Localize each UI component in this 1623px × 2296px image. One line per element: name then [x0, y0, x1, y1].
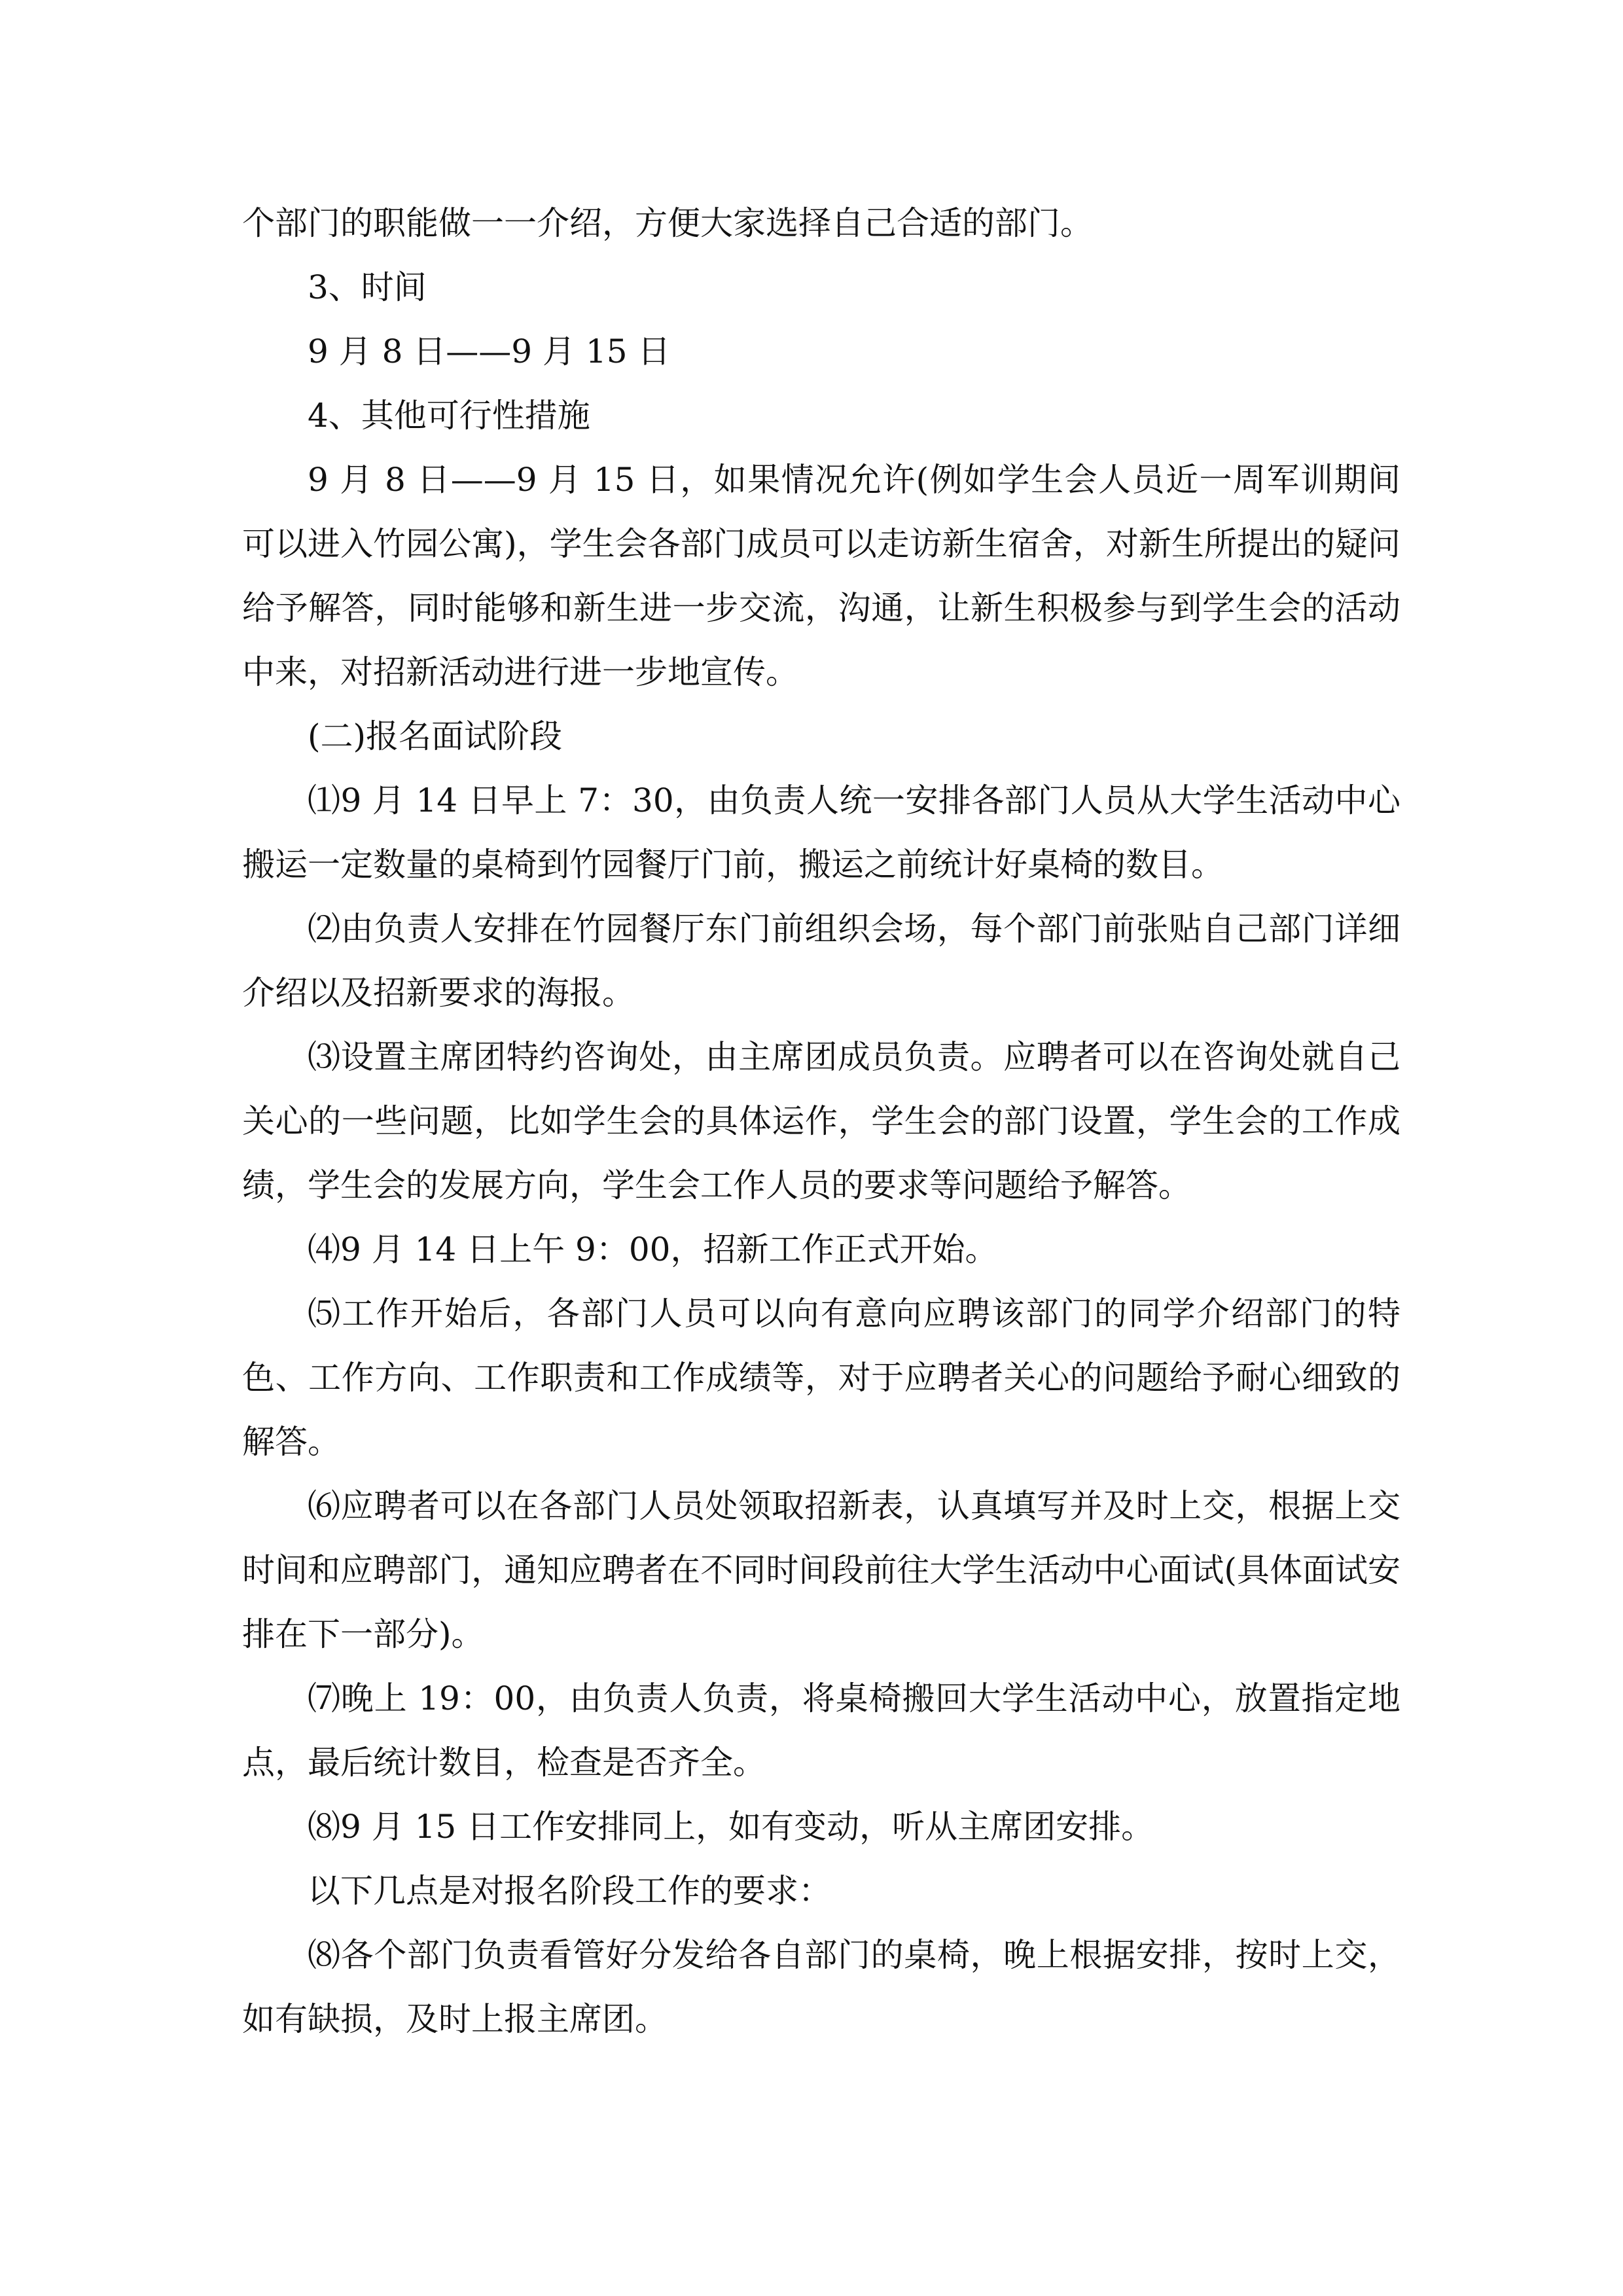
paragraph-requirements-intro: 以下几点是对报名阶段工作的要求：	[308, 1872, 831, 1910]
list-item-3: ⑶设置主席团特约咨询处，由主席团成员负责。应聘者可以在咨询处就自己关心的一些问题，比如学生会的具体运作，学生会的部门设置，学生会的工作成绩，学生会的发展方向，学生会工作人员的要求等问题给予解答。	[242, 1038, 1400, 1204]
list-item-1: ⑴9 月 14 日早上 7：30，由负责人统一安排各部门人员从大学生活动中心搬运一定数量的桌椅到竹园餐厅门前，搬运之前统计好桌椅的数目。	[242, 781, 1400, 884]
list-item-requirement-1: ⑻各个部门负责看管好分发给各自部门的桌椅，晚上根据安排，按时上交，如有缺损，及时上报主席团。	[242, 1936, 1400, 2038]
list-item-4: ⑷9 月 14 日上午 9：00，招新工作正式开始。	[308, 1230, 998, 1268]
paragraph-continuation: 个部门的职能做一一介绍，方便大家选择自己合适的部门。	[242, 204, 1093, 242]
list-item-7: ⑺晚上 19：00，由负责人负责，将桌椅搬回大学生活动中心，放置指定地点，最后统计数目，检查是否齐全。	[242, 1679, 1400, 1782]
list-item-8: ⑻9 月 15 日工作安排同上，如有变动，听从主席团安排。	[308, 1808, 1154, 1846]
section-heading-other-measures: 4、其他可行性措施	[308, 397, 590, 435]
list-item-6: ⑹应聘者可以在各部门人员处领取招新表，认真填写并及时上交，根据上交时间和应聘部门，通知应聘者在不同时间段前往大学生活动中心面试(具体面试安排在下一部分)。	[242, 1487, 1400, 1653]
list-item-5: ⑸工作开始后，各部门人员可以向有意向应聘该部门的同学介绍部门的特色、工作方向、工作职责和工作成绩等，对于应聘者关心的问题给予耐心细致的解答。	[242, 1295, 1400, 1461]
document-body	[242, 191, 1400, 2051]
paragraph-date-range: 9 月 8 日——9 月 15 日	[308, 332, 671, 370]
list-item-2: ⑵由负责人安排在竹园餐厅东门前组织会场，每个部门前张贴自己部门详细介绍以及招新要求的海报。	[242, 910, 1400, 1012]
section-heading-time: 3、时间	[308, 268, 427, 306]
section-heading-interview-stage: (二)报名面试阶段	[308, 717, 563, 755]
paragraph-dorm-visits: 9 月 8 日——9 月 15 日，如果情况允许(例如学生会人员近一周军训期间可以进入竹园公寓)，学生会各部门成员可以走访新生宿舍，对新生所提出的疑问给予解答，同时能够和新生进一步交流，沟通，让新生积极参与到学生会的活动中来，对招新活动进行进一步地宣传。	[242, 461, 1400, 691]
